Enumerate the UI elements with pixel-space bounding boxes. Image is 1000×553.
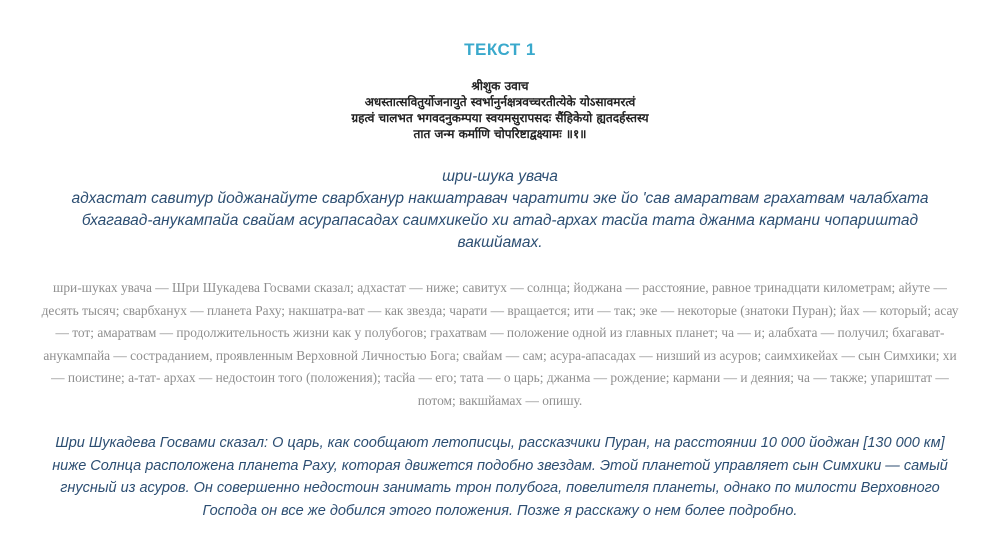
word-for-word-synonyms: шри-шуках увача — Шри Шукадева Госвами сказал; адхастат — ниже; савитух — солнца; йоджана — расстояние, равное тринадцати километрам; айуте — десять тысяч; сварбханух — планета Раху; накшатра-ват — как звезда; чарати — вращается; ити — так; эке — некоторые (знатоки Пуран); йах — который; асау — тот; амаратвам — продолжительность жизни как у полубогов; грахатвам — положение одной из главных планет; ча — и; алабхата — получил; бхагават-анукампайа — состраданием, проявленным Верховной Личностью Бога; свайам — сам; асура-апасадах — низший из асуров; саимхикейах — сын Симхики; хи — поистине; а-тат- архах — недостоин того (положения); тасйа — его; тата — о царь; джанма — рождение; кармани — и деяния; ча — также; упариштат — потом; вакшйамах — опишу. [41, 280, 959, 408]
sanskrit-line: अधस्तात्सवितुर्योजनायुते स्वर्भानुर्नक्षत्रवच्चरतीत्येके योऽसावमरत्वं [364, 95, 636, 109]
verse-translation: Шри Шукадева Госвами сказал: О царь, как сообщают летописцы, рассказчики Пуран, на расстоянии 10 000 йоджан [130 000 км] ниже Солнца расположена планета Раху, которая движется подобно звездам. Этой планетой управляет сын Симхики — самый гнусный из асуров. Он совершенно недостоин занимать трон полубога, повелителя планеты, однако по милости Верховного Господа он все же добился этого положения. Позже я расскажу о нем более подробно. [52, 435, 948, 519]
transliteration-body: адхастат савитур йоджанайуте сварбханур накшатравач чаратити эке йо 'сав амаратвам грахатвам чалабхата бхагавад-анукампайа свайам асурапасадах саимхикейо хи атад-архах тасйа тата джанма кармани чопариштад вакшйамах. [71, 190, 929, 251]
sanskrit-verse [40, 78, 960, 142]
sanskrit-line: श्रीशुक उवाच [471, 79, 529, 93]
transliteration-first-line: шри-шука увача [442, 168, 558, 185]
transliteration [40, 166, 960, 254]
sanskrit-line: ग्रहत्वं चालभत भगवदनुकम्पया स्वयमसुरापसदः सैंहिकेयो ह्यतदर्हस्तस्य [351, 111, 649, 125]
verse-heading: ТЕКСТ 1 [464, 40, 536, 59]
sanskrit-line: तात जन्म कर्माणि चोपरिष्टाद्वक्ष्यामः ॥१॥ [413, 127, 587, 141]
